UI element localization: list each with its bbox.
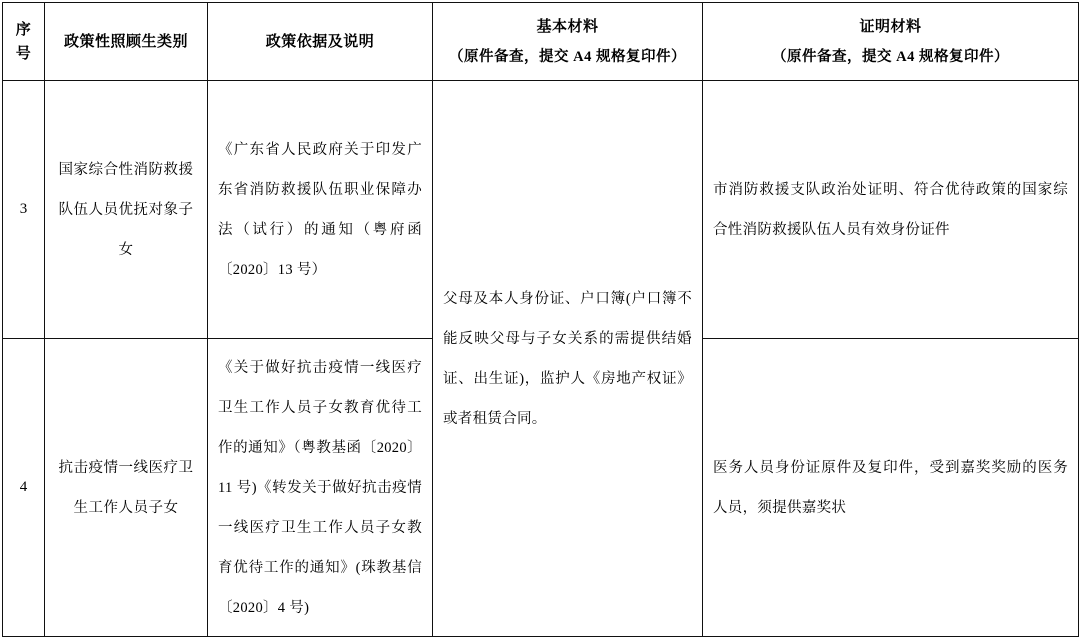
row-category: 抗击疫情一线医疗卫生工作人员子女 [45, 339, 208, 637]
row-proof-material: 医务人员身份证原件及复印件，受到嘉奖奖励的医务人员，须提供嘉奖状 [703, 339, 1079, 637]
row-category: 国家综合性消防救援队伍人员优抚对象子女 [45, 81, 208, 339]
column-header-seq-line-2: 号 [15, 45, 32, 62]
header-row [3, 3, 1079, 81]
column-header-proof-material-title: 证明材料 [859, 18, 922, 35]
document-page [0, 2, 1080, 638]
column-header-category: 政策性照顾生类别 [45, 3, 208, 81]
column-header-basic-material-title: 基本材料 [536, 18, 599, 35]
table-header [3, 3, 1079, 81]
row-basic-material: 父母及本人身份证、户口簿(户口簿不能反映父母与子女关系的需提供结婚证、出生证)，监护人《房地产权证》或者租赁合同。 [433, 81, 703, 637]
column-header-basis: 政策依据及说明 [208, 3, 433, 81]
table-body [3, 81, 1079, 637]
table-row [3, 81, 1079, 339]
row-proof-material: 市消防救援支队政治处证明、符合优待政策的国家综合性消防救援队伍人员有效身份证件 [703, 81, 1079, 339]
column-header-seq-line-1: 序 [15, 21, 32, 38]
policy-table [2, 2, 1079, 637]
column-header-seq [3, 3, 45, 81]
column-header-proof-material-note: （原件备查，提交 A4 规格复印件） [772, 48, 1009, 65]
row-seq: 4 [3, 339, 45, 637]
column-header-basic-material [433, 3, 703, 81]
row-basis: 《关于做好抗击疫情一线医疗卫生工作人员子女教育优待工作的通知》（粤教基函〔2020〕11 号)《转发关于做好抗击疫情一线医疗卫生工作人员子女教育优待工作的通知》(珠教基信〔2020〕4 号) [208, 339, 433, 637]
column-header-proof-material [703, 3, 1079, 81]
row-seq: 3 [3, 81, 45, 339]
column-header-basic-material-note: （原件备查，提交 A4 规格复印件） [449, 48, 686, 65]
row-basis: 《广东省人民政府关于印发广东省消防救援队伍职业保障办法（试行）的通知（粤府函〔2020〕13 号） [208, 81, 433, 339]
